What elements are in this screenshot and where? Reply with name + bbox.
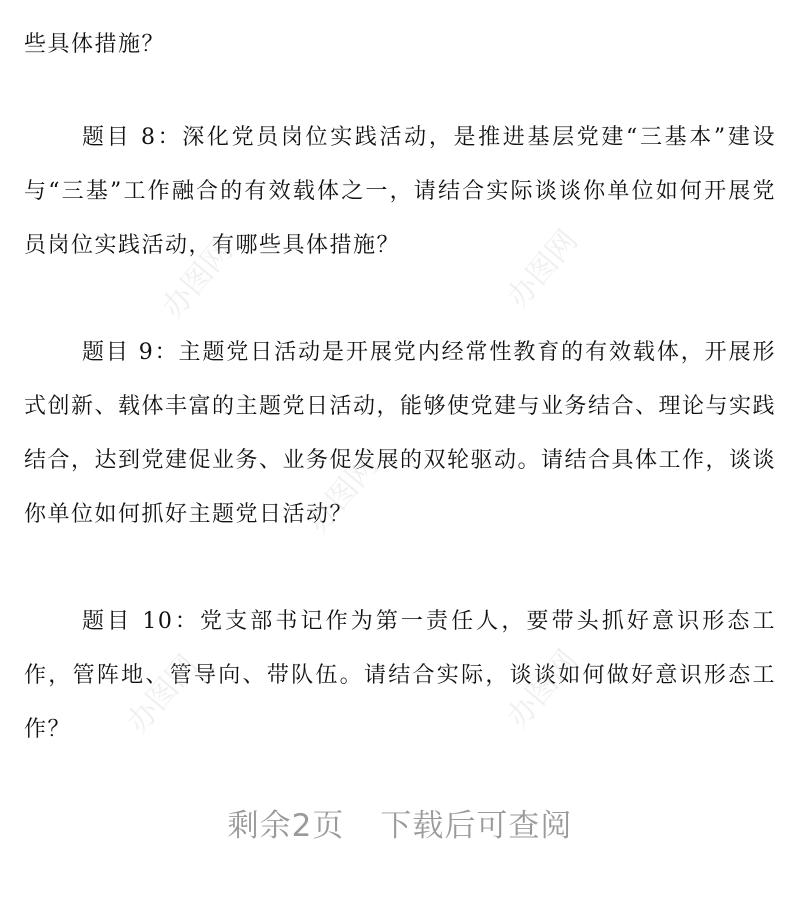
download-hint-label: 下载后可查阅 (380, 808, 573, 844)
paragraph-question-8: 题目 8：深化党员岗位实践活动，是推进基层党建“三基本”建设与“三基”工作融合的有效载体之一，请结合实际谈谈你单位如何开展党员岗位实践活动，有哪些具体措施？ (24, 125, 776, 258)
watermark: 办图网 (155, 233, 241, 325)
download-prompt[interactable] (0, 800, 800, 845)
watermark: 办图网 (300, 448, 386, 540)
paragraph-question-10: 题目 10：党支部书记作为第一责任人，要带头抓好意识形态工作，管阵地、管导向、带队伍。请结合实际，谈谈如何做好意识形态工作？ (24, 609, 776, 742)
paragraph-continuation: 些具体措施？ (24, 32, 166, 57)
watermark: 办图网 (500, 223, 586, 315)
watermark: 办图网 (120, 648, 206, 740)
paragraph-question-9: 题目 9：主题党日活动是开展党内经常性教育的有效载体，开展形式创新、载体丰富的主题党日活动，能够使党建与业务结合、理论与实践结合，达到党建促业务、业务促发展的双轮驱动。请结合具体工作，谈谈你单位如何抓好主题党日活动？ (24, 340, 777, 527)
watermark: 办图网 (500, 643, 586, 735)
remaining-pages-label: 剩余2页 (227, 808, 345, 844)
